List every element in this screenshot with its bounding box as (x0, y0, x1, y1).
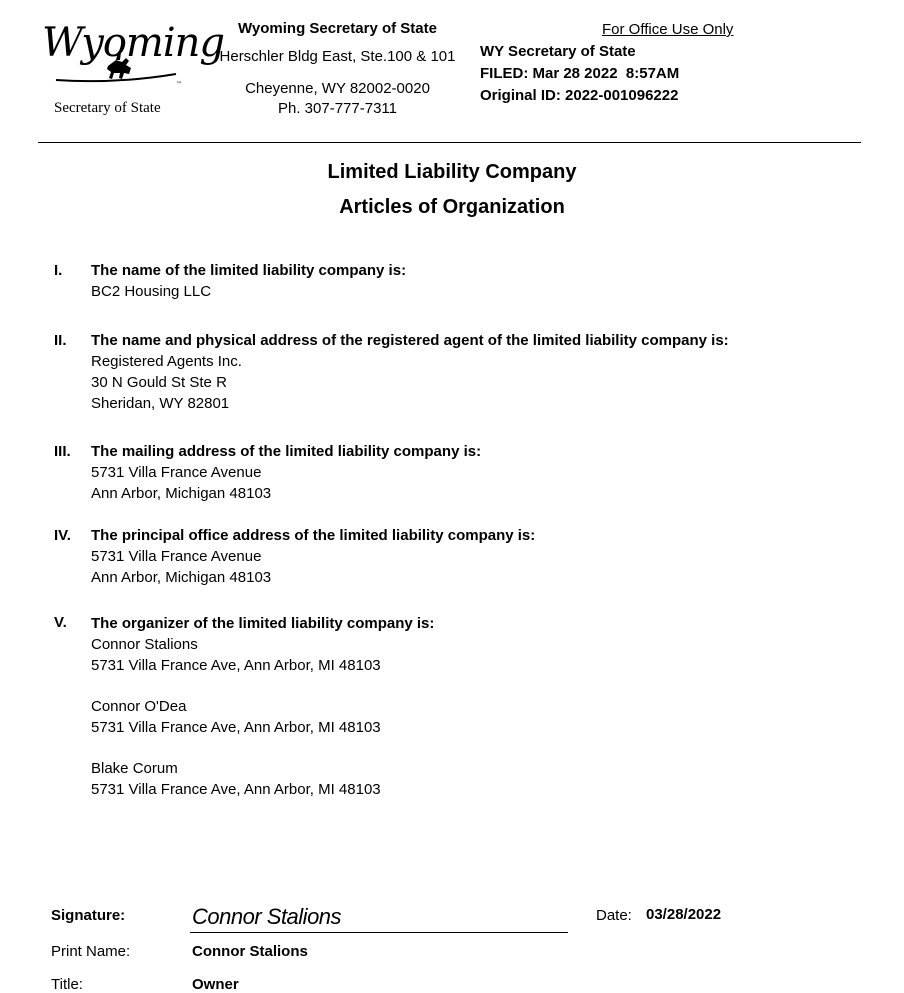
signature-line (190, 932, 568, 933)
agency-name: Wyoming Secretary of State (238, 20, 437, 37)
header-divider (38, 142, 861, 143)
signature-value: Connor Stalions (192, 904, 342, 929)
section-principal-office (91, 525, 535, 588)
section-company-name (91, 260, 406, 302)
organizer-address: 5731 Villa France Ave, Ann Arbor, MI 48103 (91, 719, 381, 736)
principal-street: 5731 Villa France Avenue (91, 548, 262, 565)
organizer-name: Blake Corum (91, 760, 178, 777)
section-number: III. (54, 443, 71, 460)
signature-label: Signature: (51, 907, 126, 924)
title-value: Owner (192, 976, 239, 993)
svg-text:™: ™ (176, 81, 182, 88)
section-number: I. (54, 262, 63, 279)
document-title: Limited Liability Company (327, 161, 577, 183)
section-question: The name of the limited liability company is: (91, 262, 407, 279)
section-registered-agent (91, 330, 729, 414)
organizer-entry (91, 696, 434, 738)
document-subtitle: Articles of Organization (339, 196, 565, 218)
logo-wordmark: Wyoming (42, 20, 225, 66)
organizer-entry (91, 634, 434, 676)
print-name-label: Print Name: (51, 943, 131, 960)
section-number: II. (54, 332, 67, 349)
section-question: The organizer of the limited liability company is: (91, 615, 435, 632)
date-value: 03/28/2022 (646, 906, 722, 923)
wyoming-logo (36, 14, 225, 124)
office-use-block (480, 19, 780, 107)
principal-city: Ann Arbor, Michigan 48103 (91, 569, 272, 586)
original-id: Original ID: 2022-001096222 (480, 87, 679, 104)
date-label: Date: (596, 907, 632, 924)
section-number: IV. (54, 527, 71, 544)
section-organizers (91, 613, 434, 820)
organizer-name: Connor O'Dea (91, 698, 187, 715)
mailing-street: 5731 Villa France Avenue (91, 464, 262, 481)
agent-name: Registered Agents Inc. (91, 353, 242, 370)
section-question: The name and physical address of the registered agent of the limited liability company is: (91, 332, 729, 349)
logo-caption: Secretary of State (54, 100, 161, 116)
company-name: BC2 Housing LLC (91, 283, 212, 300)
agency-phone: Ph. 307-777-7311 (278, 100, 397, 117)
office-use-title: For Office Use Only (602, 21, 734, 38)
agent-street: 30 N Gould St Ste R (91, 374, 227, 391)
organizer-address: 5731 Villa France Ave, Ann Arbor, MI 48103 (91, 781, 381, 798)
print-name-value: Connor Stalions (192, 943, 308, 960)
section-question: The principal office address of the limited liability company is: (91, 527, 536, 544)
agency-building: Herschler Bldg East, Ste.100 & 101 (219, 48, 456, 65)
section-mailing-address (91, 441, 481, 504)
section-question: The mailing address of the limited liability company is: (91, 443, 482, 460)
mailing-city: Ann Arbor, Michigan 48103 (91, 485, 272, 502)
filed-timestamp: FILED: Mar 28 2022 8:57AM (480, 65, 680, 82)
organizer-name: Connor Stalions (91, 636, 198, 653)
section-number: V. (54, 614, 67, 631)
organizer-address: 5731 Villa France Ave, Ann Arbor, MI 48103 (91, 657, 381, 674)
filing-office: WY Secretary of State (480, 43, 636, 60)
agency-city: Cheyenne, WY 82002-0020 (245, 80, 430, 97)
agent-city: Sheridan, WY 82801 (91, 395, 230, 412)
agency-address-block (200, 19, 475, 119)
title-label: Title: (51, 976, 83, 993)
organizer-entry (91, 758, 434, 800)
